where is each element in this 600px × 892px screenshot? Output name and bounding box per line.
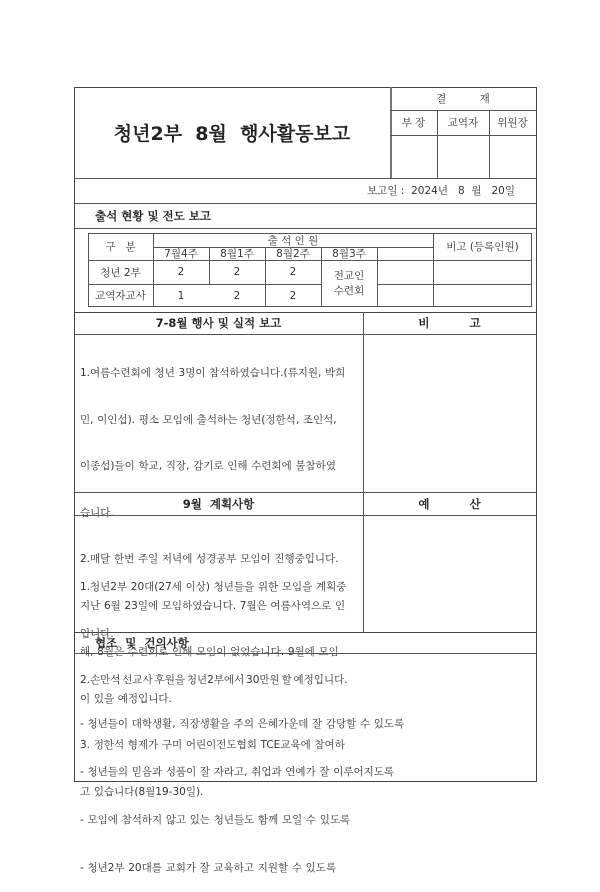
page-title: 청년2부 8월 행사활동보고 bbox=[113, 123, 351, 145]
note-header: 비고 (등록인원) bbox=[446, 241, 519, 253]
text-line: 지난 6월 23일에 모임하였습니다. 7월은 여름사역으로 인 bbox=[80, 599, 346, 612]
text-line: 입니다. bbox=[80, 627, 114, 640]
cell-value: 1 bbox=[177, 289, 185, 302]
divider bbox=[74, 228, 537, 229]
cell-value: 2 bbox=[233, 289, 241, 302]
text-line: 민, 이인섭). 평소 모임에 출석하는 청년(정한석, 조인석, bbox=[80, 413, 337, 426]
divider bbox=[74, 515, 537, 516]
text-line: 3. 정한석 형제가 구미 어린이전도협회 TCE교육에 참여하 bbox=[80, 739, 345, 751]
divider bbox=[74, 653, 537, 654]
attendance-section-title: 출석 현황 및 전도 보고 bbox=[95, 208, 211, 223]
cell-value: 2 bbox=[233, 266, 241, 278]
requests-title: 협조 및 건의사항 bbox=[95, 635, 189, 650]
week-header: 8월1주 bbox=[220, 248, 254, 260]
plans-content bbox=[80, 549, 348, 704]
category-header: 구 분 bbox=[105, 241, 136, 253]
text-line: 2.매달 한번 주일 저녁에 성경공부 모임이 진행중입니다. bbox=[80, 553, 339, 565]
report-date: 보고일 : 2024년 8 월 20일 bbox=[367, 185, 515, 197]
week-header: 7월4주 bbox=[164, 248, 198, 260]
text-line: - 모임에 참석하지 않고 있는 청년들도 함께 모일 수 있도록 bbox=[80, 814, 351, 826]
cell-value: 2 bbox=[289, 266, 297, 278]
cell-value: 2 bbox=[289, 289, 297, 302]
text-line: 고 있습니다(8월19-30일). bbox=[80, 785, 204, 798]
text-line: 해, 8월은 수련회로 인해 모임이 없었습니다. 9월에 모임 bbox=[80, 646, 339, 658]
table-line bbox=[377, 247, 378, 307]
text-line: 1.청년2부 20대(27세 이상) 청년들을 위한 모임을 계획중 bbox=[80, 581, 347, 593]
divider bbox=[363, 312, 364, 632]
row-label: 교역자교사 bbox=[95, 290, 146, 302]
signature-box[interactable] bbox=[489, 135, 536, 178]
events-title: 7-8월 행사 및 실적 보고 bbox=[155, 316, 282, 330]
cell-value: 2 bbox=[177, 266, 185, 278]
approval-role: 부 장 bbox=[401, 117, 426, 129]
plans-side-title: 예 산 bbox=[418, 496, 481, 511]
approval-role: 위원장 bbox=[497, 117, 528, 129]
text-line: - 청년들의 믿음과 성품이 잘 자라고, 취업과 연예가 잘 이루어지도록 bbox=[80, 766, 395, 778]
text-line: - 청년들이 대학생활, 직장생활을 주의 은혜가운데 잘 감당할 수 있도록 bbox=[80, 718, 405, 730]
text-line: 1.여름수련회에 청년 3명이 참석하였습니다.(류지원, 박희 bbox=[80, 367, 346, 379]
week-header: 8월3주 bbox=[332, 248, 366, 260]
merged-note bbox=[321, 260, 377, 307]
signature-box[interactable] bbox=[437, 135, 489, 178]
attendance-header: 출 석 인 원 bbox=[267, 234, 319, 247]
text-line: - 청년2부 20대를 교회가 잘 교육하고 지원할 수 있도록 bbox=[80, 862, 337, 874]
requests-content bbox=[80, 684, 404, 892]
text-line: 2.손만석 선교사 후원을 청년2부에서 30만원 할 예정입니다. bbox=[80, 674, 348, 686]
table-line bbox=[377, 284, 532, 285]
approval-role: 교역자 bbox=[447, 117, 479, 129]
events-side-title: 비 고 bbox=[418, 316, 481, 330]
week-header: 8월2주 bbox=[276, 248, 310, 260]
approval-header: 결 재 bbox=[436, 93, 490, 105]
signature-box[interactable] bbox=[390, 135, 437, 178]
text-line: 이종섭)들이 학교, 직장, 감기로 인해 수련회에 불참하였 bbox=[80, 460, 336, 472]
row-label: 청년 2부 bbox=[100, 266, 141, 279]
merged-note-line: 전교인 bbox=[333, 269, 365, 282]
text-line: 습니다. bbox=[80, 506, 114, 519]
merged-note-line: 수련회 bbox=[333, 284, 365, 297]
plans-title: 9월 계획사항 bbox=[182, 496, 255, 511]
text-line: 이 있을 예정입니다. bbox=[80, 692, 172, 705]
